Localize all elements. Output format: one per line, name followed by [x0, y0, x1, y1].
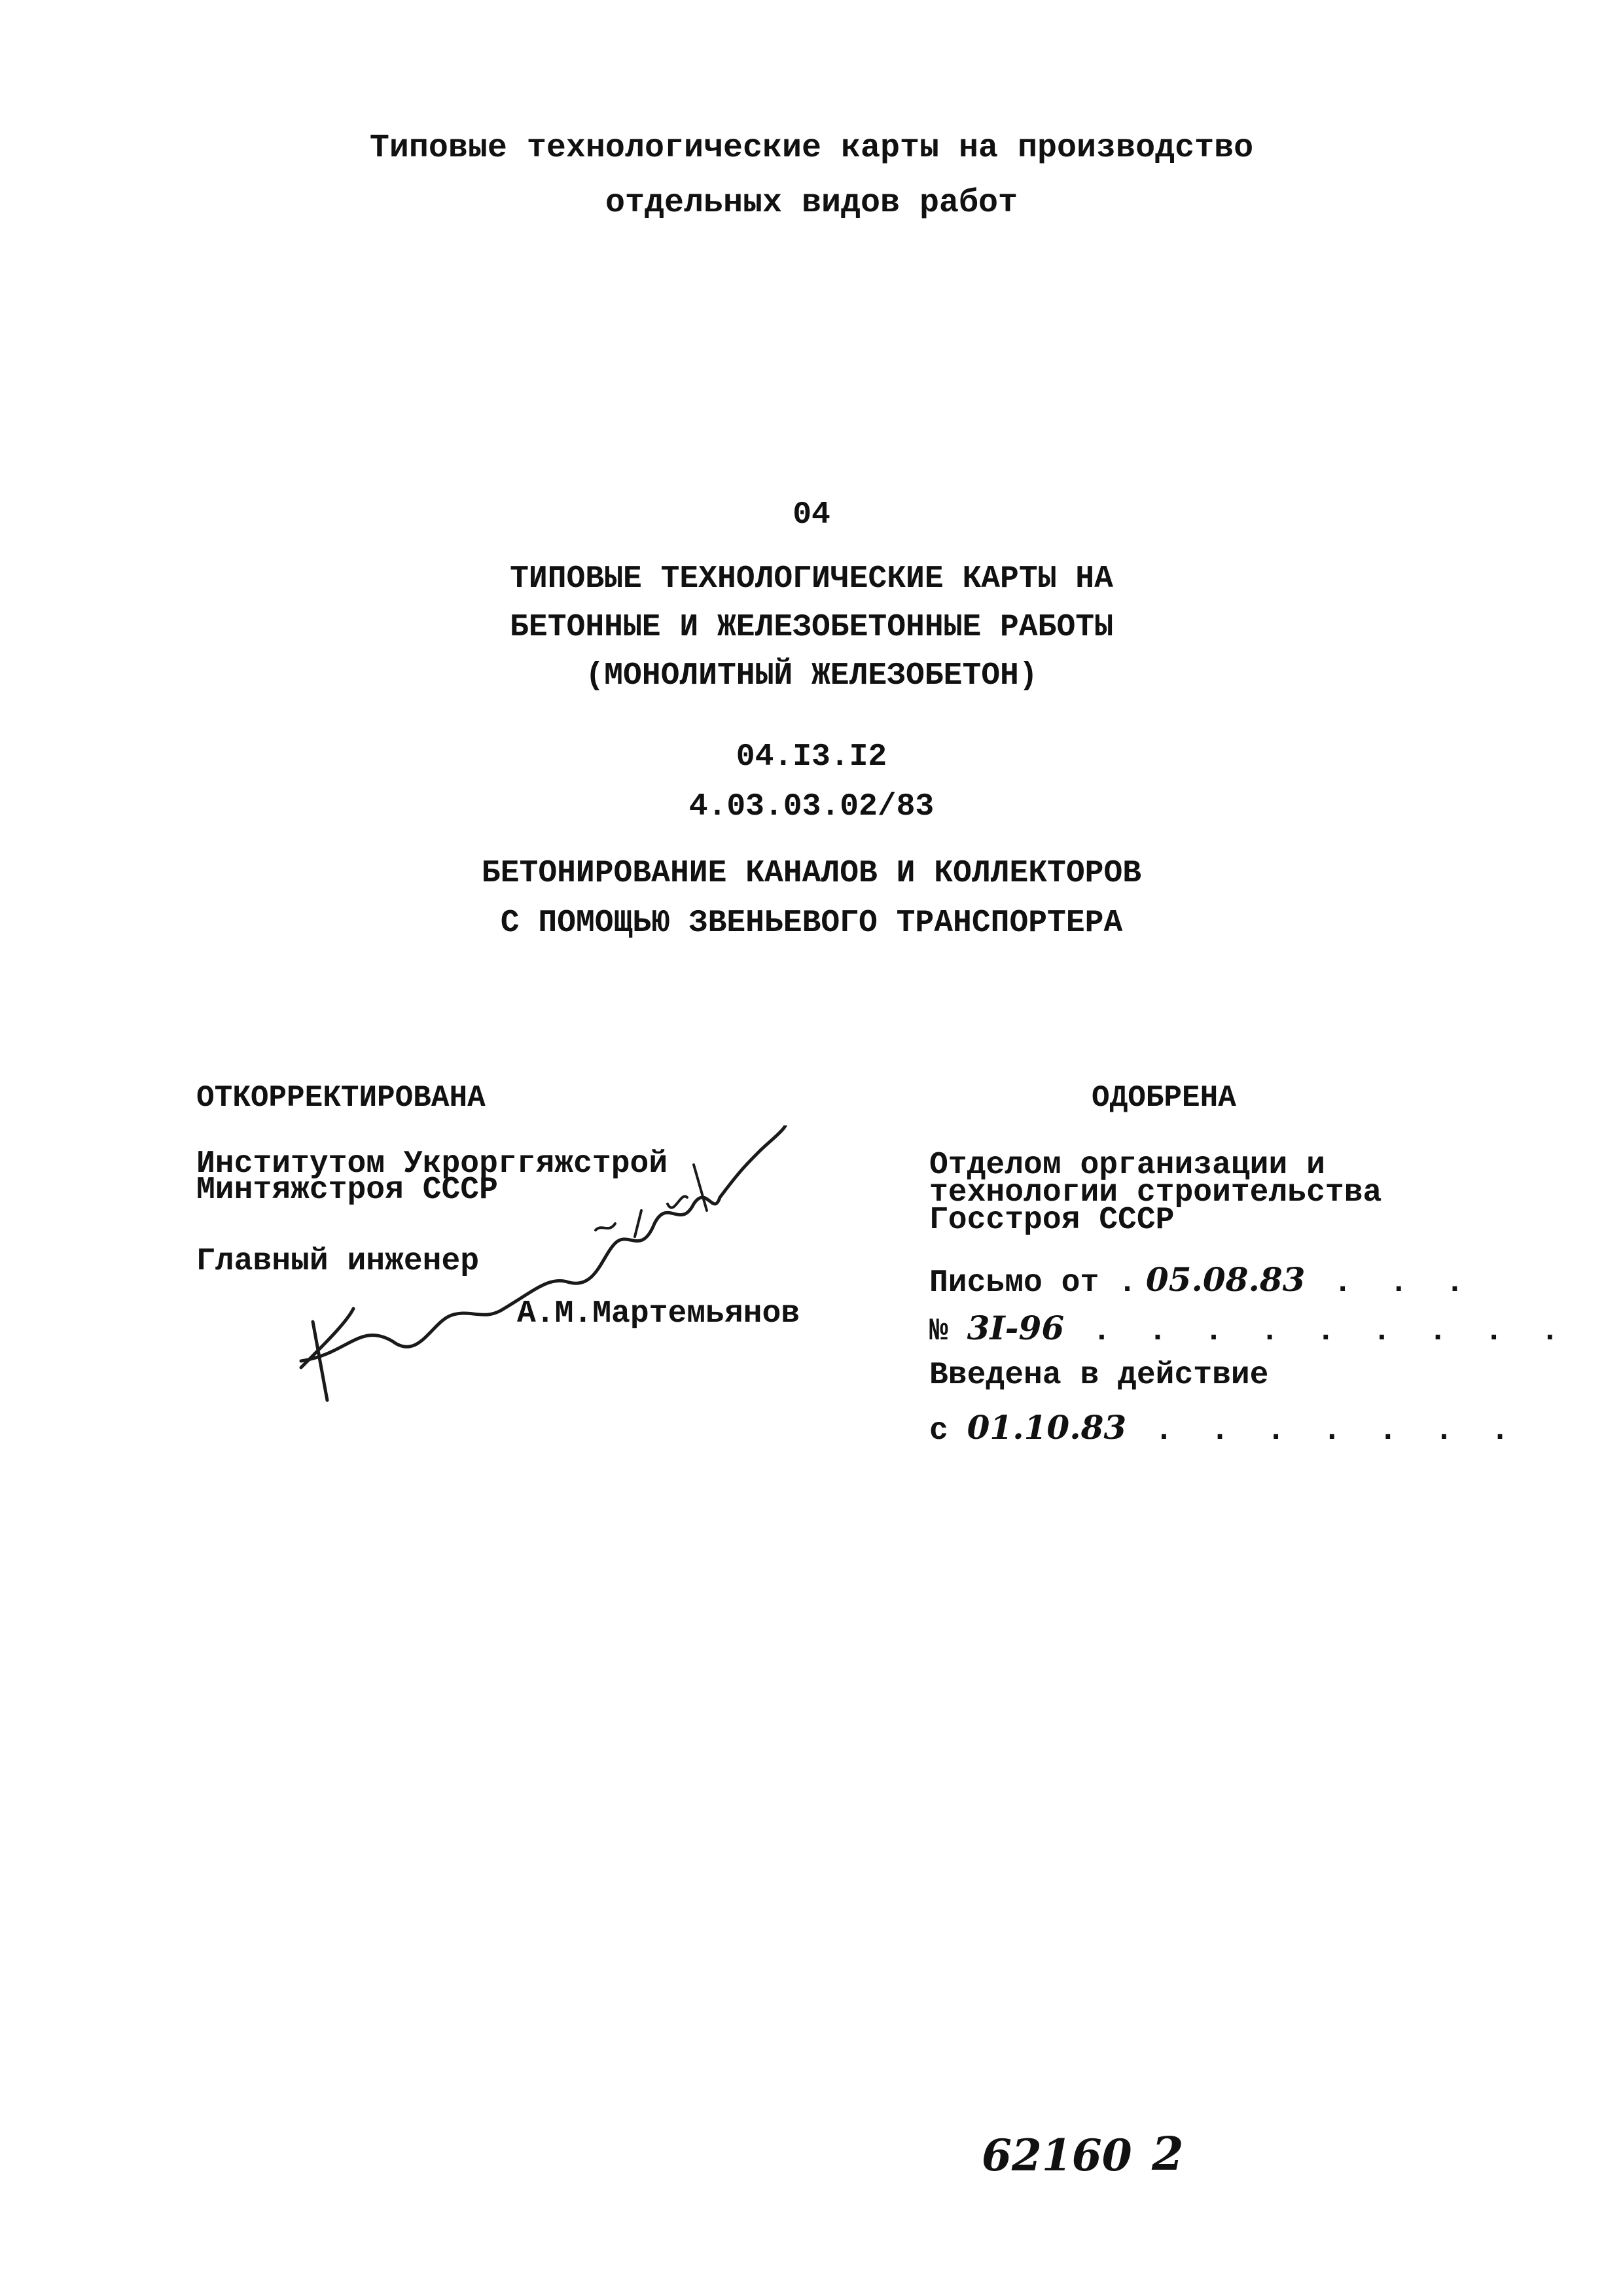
- effective-label: Введена в действие: [929, 1358, 1269, 1393]
- approved-org-line-1: Отделом организации и: [929, 1148, 1325, 1183]
- effective-prefix: с: [929, 1413, 948, 1449]
- letter-row: [929, 1260, 1474, 1301]
- corrected-org-line-1: Институтом Укрорггяжстрой: [196, 1146, 668, 1182]
- number-value: 3I-96: [967, 1309, 1065, 1347]
- chief-engineer-position: Главный инженер: [196, 1244, 480, 1279]
- approved-org-line-3: Госстроя СССР: [929, 1203, 1175, 1238]
- approved-org-line-2: технологии строительства: [929, 1175, 1382, 1210]
- letter-date: 05.08.83: [1145, 1260, 1306, 1299]
- leader-dots: . . . . . . . . .: [1064, 1314, 1569, 1349]
- chief-engineer-name: А.М.Мартемьянов: [517, 1296, 800, 1332]
- stamp-number: 62160: [982, 2130, 1132, 2181]
- page-mark: 2: [1152, 2127, 1184, 2181]
- document-code-2: 4.03.03.02/83: [688, 789, 935, 824]
- section-title-line-2: БЕТОННЫЕ И ЖЕЛЕЗОБЕТОННЫЕ РАБОТЫ: [510, 610, 1113, 645]
- header-line-1: Типовые технологические карты на производство: [369, 130, 1254, 167]
- number-label: №: [929, 1314, 948, 1349]
- approved-heading: ОДОБРЕНА: [1092, 1081, 1236, 1115]
- subject-line-1: БЕТОНИРОВАНИЕ КАНАЛОВ И КОЛЛЕКТОРОВ: [481, 856, 1142, 891]
- section-title-line-3: (МОНОЛИТНЫЙ ЖЕЛЕЗОБЕТОН): [585, 658, 1038, 694]
- section-title-line-1: ТИПОВЫЕ ТЕХНОЛОГИЧЕСКИЕ КАРТЫ НА: [510, 561, 1113, 597]
- corrected-org-line-2: Минтяжстроя СССР: [196, 1173, 498, 1208]
- effective-row: [929, 1408, 1519, 1449]
- header-line-2: отдельных видов работ: [605, 185, 1018, 222]
- corrected-heading: ОТКОРРЕКТИРОВАНА: [196, 1081, 486, 1115]
- handwritten-signature: [288, 1125, 838, 1426]
- document-code-1: 04.I3.I2: [736, 739, 887, 775]
- letter-label: Письмо от: [929, 1265, 1099, 1301]
- leader-dots: .: [1118, 1265, 1146, 1301]
- number-row: [929, 1309, 1569, 1349]
- effective-date: 01.10.83: [967, 1408, 1127, 1447]
- subject-line-2: С ПОМОЩЬЮ ЗВЕНЬЕВОГО ТРАНСПОРТЕРА: [500, 906, 1123, 941]
- leader-dots: . . . . . . .: [1126, 1413, 1519, 1449]
- leader-dots: . . .: [1305, 1265, 1474, 1301]
- section-number: 04: [793, 497, 830, 533]
